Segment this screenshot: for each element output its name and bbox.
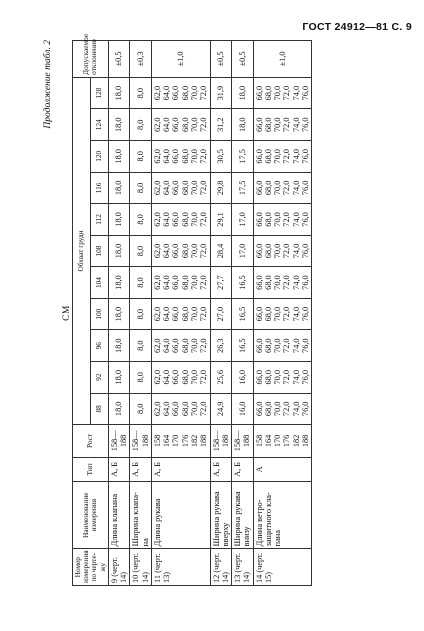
value-cell: 18,0	[108, 141, 130, 173]
value-line: 66,0	[171, 212, 181, 227]
value-line: 66,0	[254, 369, 264, 385]
value-cell: 27,7	[210, 267, 232, 299]
value-line: 70,0	[189, 243, 199, 259]
value-line: 74,0	[291, 117, 301, 133]
height-value: 170	[171, 434, 181, 448]
value-line: 70,0	[273, 369, 283, 385]
height-value: 176	[180, 434, 190, 448]
value-cell: 18,0	[108, 361, 130, 393]
value-cell	[151, 77, 210, 109]
value-line: 62,0	[152, 338, 162, 353]
value-line: 66,0	[254, 306, 264, 322]
value-cell	[151, 172, 210, 204]
value-line: 68,0	[263, 149, 273, 164]
value-line: 68,0	[180, 85, 190, 101]
row-name: Ширина клапа-на	[130, 482, 152, 549]
value-cell: 18,0	[108, 204, 130, 236]
value-line: 70,0	[189, 180, 199, 196]
value-line: 74,0	[291, 243, 301, 259]
value-line: 64,0	[162, 85, 172, 101]
value-line: 62,0	[152, 306, 162, 322]
value-line: 70,0	[273, 275, 283, 290]
row-tolerance: ±1,0	[253, 41, 312, 78]
value-cell: 8,0	[130, 298, 152, 330]
value-line: 70,0	[189, 338, 199, 353]
value-line: 64,0	[162, 243, 172, 259]
rotated-page-content	[43, 33, 408, 586]
row-height: 158—188	[210, 425, 232, 458]
value-line: 70,0	[189, 212, 199, 227]
value-line: 66,0	[171, 401, 181, 417]
value-cell: 8,0	[130, 330, 152, 362]
value-cell: 16,5	[232, 330, 254, 362]
col-header-type: Тип	[73, 457, 109, 481]
value-cell: 8,0	[130, 204, 152, 236]
value-cell: 8,0	[130, 141, 152, 173]
row-name: Ширина рукава вверху	[210, 482, 232, 549]
value-line: 76,0	[301, 243, 311, 259]
value-cell: 18,0	[108, 77, 130, 109]
row-type: А, Б	[151, 457, 210, 481]
table-row	[232, 41, 254, 586]
value-line: 68,0	[180, 212, 190, 227]
value-line: 68,0	[263, 306, 273, 322]
height-value: 170	[273, 434, 283, 448]
value-line: 68,0	[263, 212, 273, 227]
height-value: 182	[189, 434, 199, 448]
value-line: 64,0	[162, 180, 172, 196]
value-line: 70,0	[189, 275, 199, 290]
value-line: 72,0	[282, 369, 292, 385]
value-line: 74,0	[291, 306, 301, 322]
col-header-name: Наименование измерения	[73, 482, 109, 549]
value-line: 72,0	[199, 212, 209, 227]
girth-size: 92	[90, 361, 108, 393]
value-cell	[253, 298, 312, 330]
value-line: 72,0	[199, 401, 209, 417]
value-line: 64,0	[162, 275, 172, 290]
value-cell: 26,3	[210, 330, 232, 362]
value-line: 68,0	[180, 306, 190, 322]
table-row	[151, 41, 210, 586]
height-value: 164	[263, 434, 273, 448]
value-cell: 16,0	[232, 361, 254, 393]
row-name: Ширина рукава внизу	[232, 482, 254, 549]
value-line: 66,0	[254, 85, 264, 101]
value-line: 74,0	[291, 212, 301, 227]
girth-size: 88	[90, 393, 108, 425]
value-line: 66,0	[171, 369, 181, 385]
value-line: 64,0	[162, 212, 172, 227]
row-type: А	[253, 457, 312, 481]
value-line: 72,0	[199, 275, 209, 290]
row-name: Длина рукава	[151, 482, 210, 549]
value-line: 66,0	[254, 180, 264, 196]
value-line: 68,0	[263, 275, 273, 290]
value-line: 72,0	[199, 85, 209, 101]
value-cell: 17,0	[232, 204, 254, 236]
row-type: А, Б	[108, 457, 130, 481]
girth-size: 104	[90, 267, 108, 299]
value-line: 62,0	[152, 401, 162, 417]
table-continuation-caption: Продолжение табл. 2	[43, 40, 53, 129]
value-line: 74,0	[291, 338, 301, 353]
table-row	[108, 41, 130, 586]
value-line: 76,0	[301, 180, 311, 196]
value-cell: 8,0	[130, 235, 152, 267]
girth-size: 120	[90, 141, 108, 173]
value-line: 68,0	[263, 243, 273, 259]
value-line: 72,0	[282, 212, 292, 227]
value-cell: 8,0	[130, 361, 152, 393]
value-cell	[253, 77, 312, 109]
value-cell	[151, 330, 210, 362]
table-row	[253, 41, 312, 586]
value-line: 74,0	[291, 369, 301, 385]
girth-size: 108	[90, 235, 108, 267]
row-number: 14 (черт. 15)	[253, 549, 312, 586]
value-line: 72,0	[199, 117, 209, 133]
row-number: 9 (черт. 14)	[108, 549, 130, 586]
value-line: 68,0	[263, 85, 273, 101]
header-row-1	[73, 41, 91, 586]
value-line: 72,0	[282, 401, 292, 417]
value-line: 68,0	[263, 338, 273, 353]
value-line: 72,0	[282, 275, 292, 290]
value-line: 66,0	[254, 117, 264, 133]
value-line: 70,0	[273, 401, 283, 417]
value-line: 76,0	[301, 306, 311, 322]
value-line: 76,0	[301, 212, 311, 227]
value-line: 64,0	[162, 401, 172, 417]
value-cell: 28,4	[210, 235, 232, 267]
value-line: 66,0	[171, 149, 181, 164]
value-line: 66,0	[254, 149, 264, 164]
row-tolerance: ±0,5	[210, 41, 232, 78]
value-cell: 8,0	[130, 172, 152, 204]
value-line: 64,0	[162, 117, 172, 133]
value-line: 72,0	[282, 180, 292, 196]
value-cell: 18,0	[232, 109, 254, 141]
value-cell: 18,0	[108, 235, 130, 267]
value-cell	[151, 235, 210, 267]
value-line: 68,0	[263, 117, 273, 133]
value-cell: 27,0	[210, 298, 232, 330]
row-height	[151, 425, 210, 458]
value-line: 62,0	[152, 212, 162, 227]
table-row	[210, 41, 232, 586]
value-line: 66,0	[254, 401, 264, 417]
value-line: 70,0	[273, 338, 283, 353]
girth-size: 124	[90, 109, 108, 141]
value-cell	[151, 393, 210, 425]
value-line: 74,0	[291, 180, 301, 196]
value-cell: 29,8	[210, 172, 232, 204]
value-line: 70,0	[189, 85, 199, 101]
row-type: А, Б	[130, 457, 152, 481]
value-line: 68,0	[180, 243, 190, 259]
value-line: 70,0	[273, 180, 283, 196]
value-cell: 16,0	[232, 393, 254, 425]
value-line: 64,0	[162, 338, 172, 353]
value-cell: 31,9	[210, 77, 232, 109]
value-cell: 25,6	[210, 361, 232, 393]
height-value: 176	[282, 434, 292, 448]
col-header-girth: Обхват груди	[73, 77, 91, 424]
value-cell	[253, 141, 312, 173]
value-line: 68,0	[263, 180, 273, 196]
value-cell: 16,5	[232, 267, 254, 299]
height-value: 188	[301, 434, 311, 448]
value-line: 62,0	[152, 149, 162, 164]
value-line: 72,0	[282, 306, 292, 322]
value-line: 72,0	[199, 243, 209, 259]
row-number: 12 (черт. 14)	[210, 549, 232, 586]
value-cell	[253, 267, 312, 299]
unit-label: СМ	[62, 305, 72, 321]
value-line: 72,0	[199, 149, 209, 164]
row-type: А, Б	[232, 457, 254, 481]
value-line: 70,0	[273, 149, 283, 164]
value-line: 74,0	[291, 149, 301, 164]
value-cell	[253, 109, 312, 141]
value-line: 70,0	[273, 306, 283, 322]
girth-size: 100	[90, 298, 108, 330]
value-line: 62,0	[152, 180, 162, 196]
value-cell: 8,0	[130, 77, 152, 109]
value-cell	[253, 393, 312, 425]
value-line: 68,0	[180, 117, 190, 133]
value-line: 62,0	[152, 275, 162, 290]
col-header-tolerance: Допускаемое отклонение	[73, 41, 109, 78]
value-line: 70,0	[189, 149, 199, 164]
row-tolerance: ±0,5	[232, 41, 254, 78]
value-line: 72,0	[282, 243, 292, 259]
value-cell	[151, 141, 210, 173]
value-line: 68,0	[263, 401, 273, 417]
value-line: 68,0	[180, 338, 190, 353]
value-line: 76,0	[301, 338, 311, 353]
value-line: 62,0	[152, 85, 162, 101]
value-line: 76,0	[301, 149, 311, 164]
value-line: 66,0	[171, 85, 181, 101]
value-line: 70,0	[189, 401, 199, 417]
value-cell: 18,0	[108, 109, 130, 141]
value-line: 68,0	[180, 401, 190, 417]
value-line: 68,0	[263, 369, 273, 385]
height-value: 158	[254, 434, 264, 448]
value-cell	[151, 361, 210, 393]
value-line: 66,0	[254, 212, 264, 227]
row-number: 11 (черт. 13)	[151, 549, 210, 586]
girth-size: 96	[90, 330, 108, 362]
value-line: 64,0	[162, 149, 172, 164]
value-line: 66,0	[254, 243, 264, 259]
value-line: 66,0	[254, 275, 264, 290]
value-line: 72,0	[199, 180, 209, 196]
value-line: 66,0	[171, 275, 181, 290]
row-name: Длина ветро-защитного кла-пана	[253, 482, 312, 549]
row-height	[253, 425, 312, 458]
value-line: 76,0	[301, 85, 311, 101]
value-cell	[253, 235, 312, 267]
row-tolerance: ±0,5	[108, 41, 130, 78]
value-cell	[253, 330, 312, 362]
value-cell: 17,5	[232, 172, 254, 204]
row-tolerance: ±0,3	[130, 41, 152, 78]
value-cell: 18,0	[108, 172, 130, 204]
value-line: 64,0	[162, 306, 172, 322]
value-cell: 30,5	[210, 141, 232, 173]
value-cell: 16,5	[232, 298, 254, 330]
value-line: 66,0	[171, 338, 181, 353]
value-line: 62,0	[152, 369, 162, 385]
value-line: 68,0	[180, 149, 190, 164]
value-line: 72,0	[199, 338, 209, 353]
value-cell: 17,0	[232, 235, 254, 267]
girth-size: 116	[90, 172, 108, 204]
value-line: 66,0	[171, 117, 181, 133]
height-value: 164	[162, 434, 172, 448]
value-line: 70,0	[189, 306, 199, 322]
value-line: 70,0	[273, 85, 283, 101]
value-cell	[253, 204, 312, 236]
girth-size: 128	[90, 77, 108, 109]
value-line: 66,0	[171, 243, 181, 259]
measurements-table	[72, 33, 312, 586]
value-line: 72,0	[199, 369, 209, 385]
value-line: 76,0	[301, 117, 311, 133]
value-cell: 18,0	[232, 77, 254, 109]
value-line: 70,0	[189, 117, 199, 133]
row-number: 13 (черт. 14)	[232, 549, 254, 586]
value-line: 76,0	[301, 369, 311, 385]
value-cell: 18,0	[108, 298, 130, 330]
value-line: 74,0	[291, 275, 301, 290]
value-cell	[151, 298, 210, 330]
value-line: 76,0	[301, 401, 311, 417]
value-cell: 18,0	[108, 393, 130, 425]
value-cell	[151, 109, 210, 141]
value-line: 72,0	[282, 338, 292, 353]
row-number: 10 (черт. 14)	[130, 549, 152, 586]
value-line: 66,0	[254, 338, 264, 353]
value-line: 74,0	[291, 85, 301, 101]
value-cell: 8,0	[130, 109, 152, 141]
value-cell	[253, 172, 312, 204]
col-header-number: Номер измерения по черте-жу	[73, 549, 109, 586]
value-line: 70,0	[273, 243, 283, 259]
value-cell: 31,2	[210, 109, 232, 141]
value-line: 76,0	[301, 275, 311, 290]
height-value: 182	[291, 434, 301, 448]
value-line: 70,0	[273, 212, 283, 227]
value-cell	[253, 361, 312, 393]
value-line: 74,0	[291, 401, 301, 417]
height-value: 188	[199, 434, 209, 448]
value-cell	[151, 267, 210, 299]
value-line: 68,0	[180, 180, 190, 196]
row-type: А, Б	[210, 457, 232, 481]
value-line: 62,0	[152, 117, 162, 133]
col-header-height: Рост	[73, 425, 109, 458]
value-cell: 8,0	[130, 393, 152, 425]
value-line: 66,0	[171, 180, 181, 196]
value-line: 72,0	[282, 149, 292, 164]
value-line: 68,0	[180, 369, 190, 385]
value-line: 70,0	[189, 369, 199, 385]
value-line: 64,0	[162, 369, 172, 385]
value-cell: 29,1	[210, 204, 232, 236]
value-cell: 24,9	[210, 393, 232, 425]
value-cell: 18,0	[108, 330, 130, 362]
value-cell	[151, 204, 210, 236]
row-height: 158—188	[130, 425, 152, 458]
value-cell: 8,0	[130, 267, 152, 299]
height-value: 158	[152, 434, 162, 448]
value-line: 72,0	[199, 306, 209, 322]
value-line: 68,0	[180, 275, 190, 290]
value-line: 72,0	[282, 85, 292, 101]
table-body	[108, 41, 312, 586]
value-line: 70,0	[273, 117, 283, 133]
value-cell: 18,0	[108, 267, 130, 299]
row-height: 158—188	[108, 425, 130, 458]
row-height: 158—188	[232, 425, 254, 458]
girth-size: 112	[90, 204, 108, 236]
row-tolerance: ±1,0	[151, 41, 210, 78]
standard-page-header: ГОСТ 24912—81 С. 9	[302, 21, 412, 33]
value-cell: 17,5	[232, 141, 254, 173]
table-row	[130, 41, 152, 586]
value-line: 72,0	[282, 117, 292, 133]
value-line: 62,0	[152, 243, 162, 259]
value-line: 66,0	[171, 306, 181, 322]
row-name: Длина клапана	[108, 482, 130, 549]
